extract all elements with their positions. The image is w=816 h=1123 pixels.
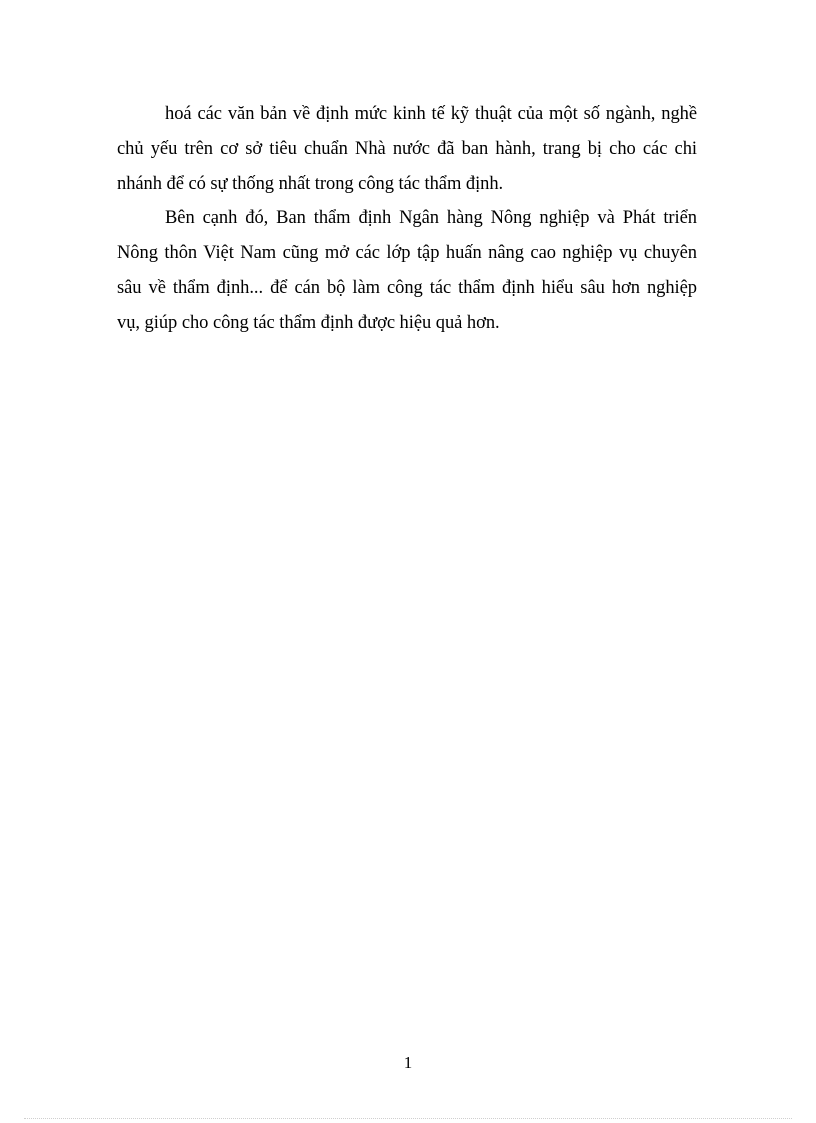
text-line: chủ yếu trên cơ sở tiêu chuẩn Nhà nước đã ban hành, trang bị cho các chi — [117, 138, 697, 159]
page-number: 1 — [403, 1053, 413, 1072]
text-line: vụ, giúp cho công tác thẩm định được hiệu quả hơn. — [117, 312, 500, 333]
body-text — [117, 97, 697, 341]
text-line: sâu về thẩm định... để cán bộ làm công tác thẩm định hiểu sâu hơn nghiệp — [117, 277, 697, 298]
paragraph-2 — [117, 201, 697, 340]
text-line: nhánh để có sự thống nhất trong công tác thẩm định. — [117, 173, 504, 194]
page-bottom-divider — [24, 1118, 792, 1119]
text-line: hoá các văn bản về định mức kinh tế kỹ thuật của một số ngành, nghề — [165, 104, 697, 124]
text-line: Nông thôn Việt Nam cũng mở các lớp tập huấn nâng cao nghiệp vụ chuyên — [117, 243, 697, 264]
text-line: Bên cạnh đó, Ban thẩm định Ngân hàng Nông nghiệp và Phát triển — [165, 208, 697, 229]
paragraph-1 — [117, 97, 697, 201]
